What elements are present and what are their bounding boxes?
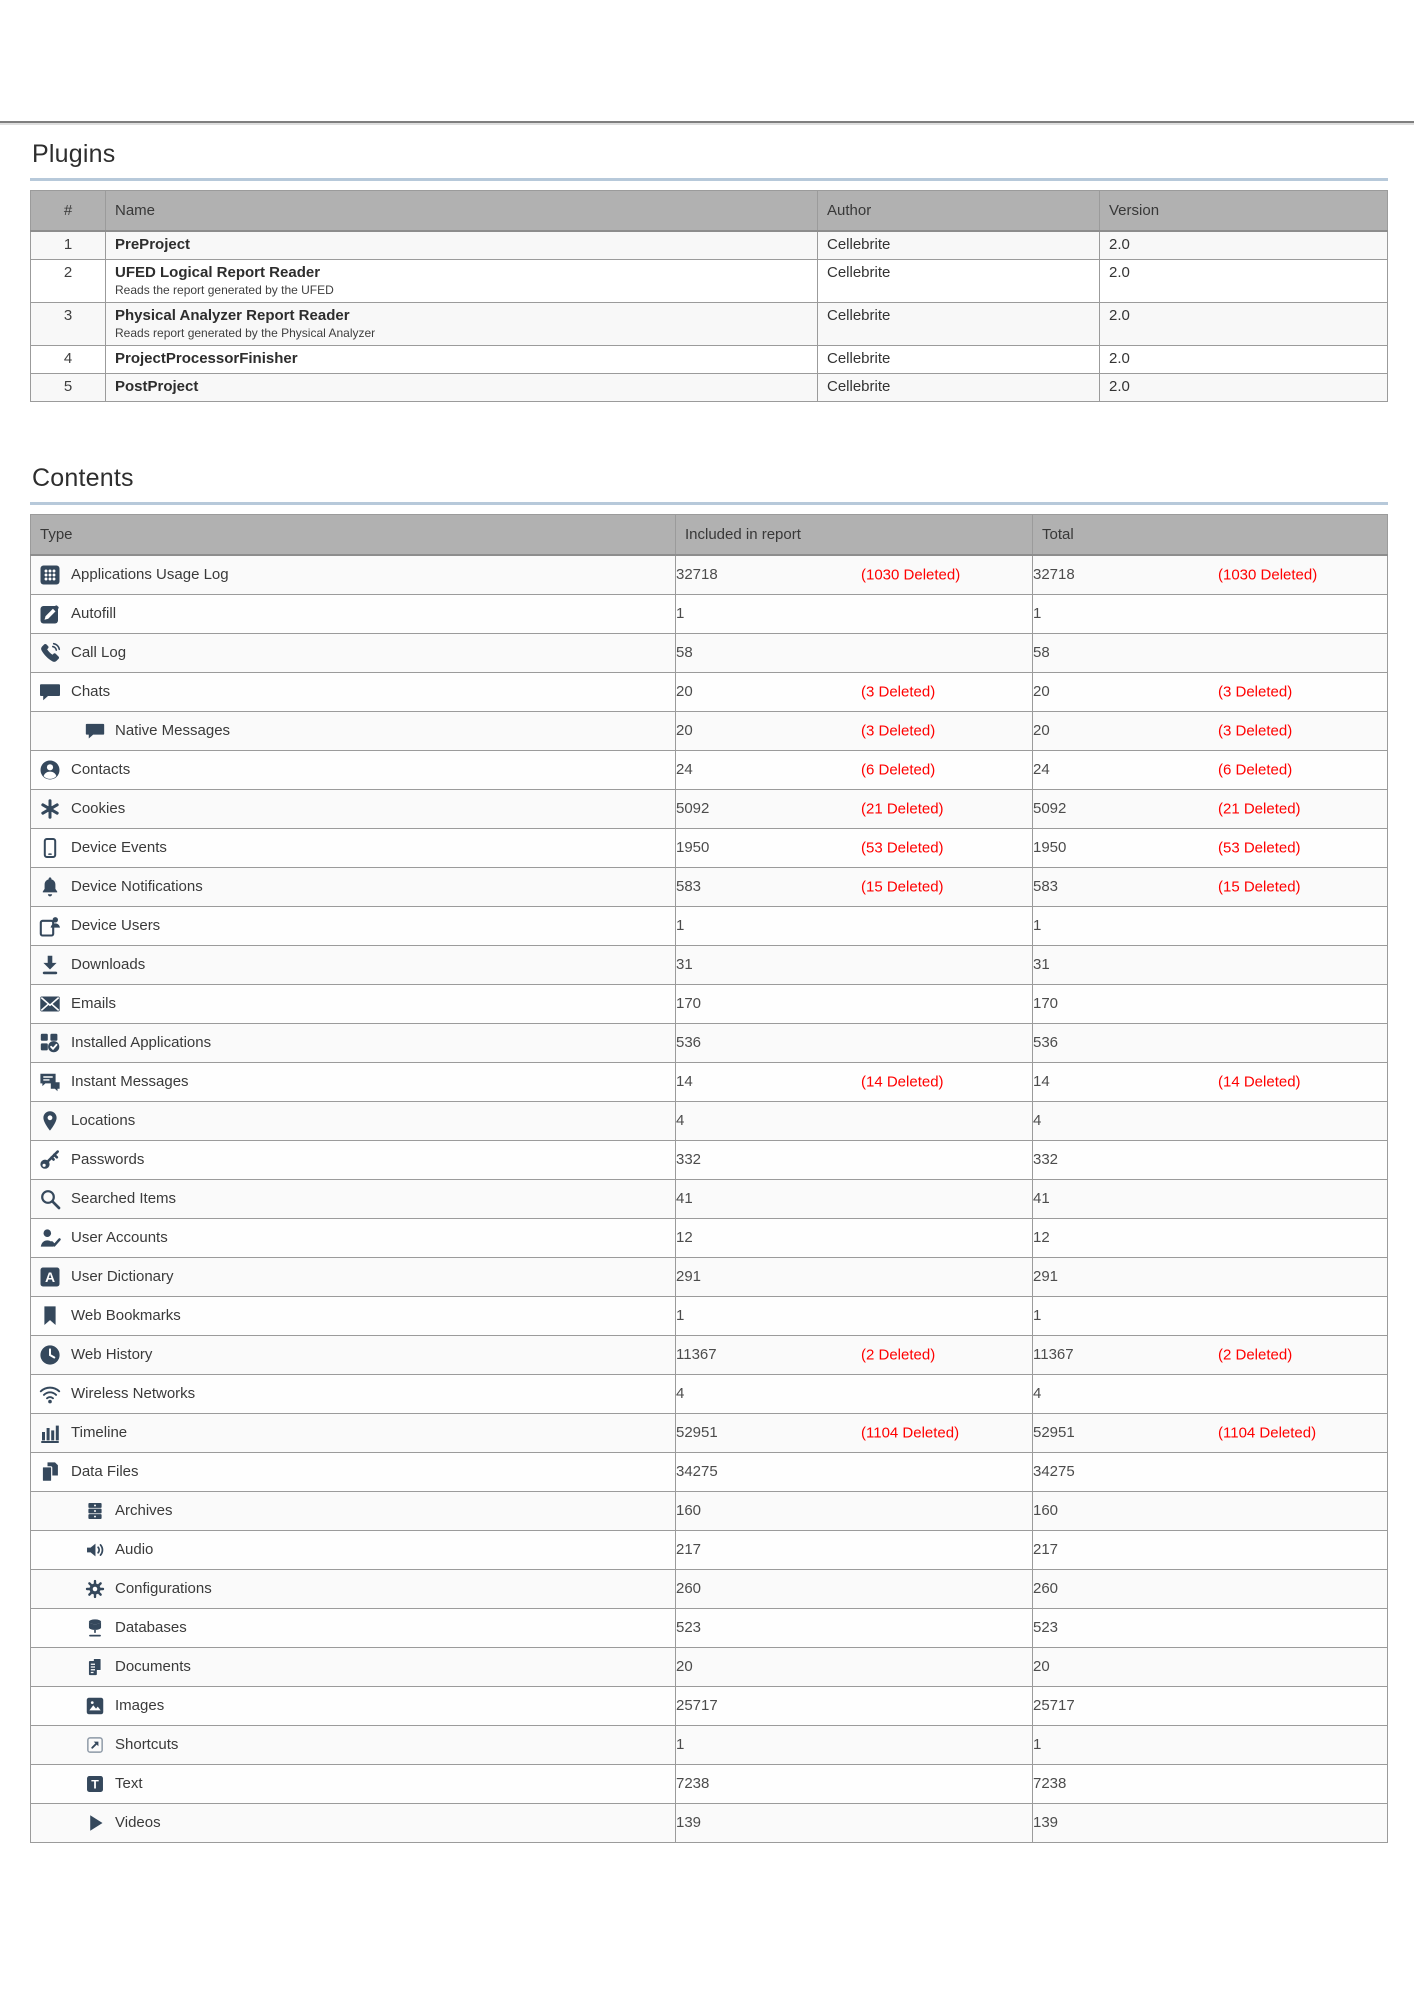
user-dictionary-icon xyxy=(38,1265,62,1289)
total-count: 332 xyxy=(1033,1151,1059,1169)
included-count: 20 xyxy=(676,683,693,701)
content-type-label: Device Users xyxy=(71,917,161,935)
images-icon xyxy=(84,1695,106,1717)
total-count: 217 xyxy=(1033,1541,1059,1559)
total-cell xyxy=(1033,984,1388,1023)
included-count: 160 xyxy=(676,1502,702,1520)
plugin-name: Physical Analyzer Report Reader xyxy=(115,307,350,325)
wireless-networks-icon xyxy=(38,1382,62,1406)
included-deleted-count: (53 Deleted) xyxy=(861,839,944,857)
included-in-report-cell xyxy=(676,750,1033,789)
total-count: 523 xyxy=(1033,1619,1059,1637)
content-type-label: Wireless Networks xyxy=(71,1385,196,1403)
included-count: 332 xyxy=(676,1151,702,1169)
locations-icon xyxy=(38,1109,62,1133)
content-type-label: Autofill xyxy=(71,605,117,623)
total-count: 34275 xyxy=(1033,1463,1075,1481)
total-count: 58 xyxy=(1033,644,1050,662)
content-type-label: Databases xyxy=(115,1619,187,1637)
total-cell xyxy=(1033,555,1388,595)
shortcuts-icon xyxy=(84,1734,106,1756)
contacts-icon xyxy=(38,758,62,782)
included-in-report-cell xyxy=(676,1686,1033,1725)
content-table-row xyxy=(31,945,1388,984)
total-count: 139 xyxy=(1033,1814,1059,1832)
plugin-number: 1 xyxy=(31,231,106,259)
included-in-report-cell xyxy=(676,594,1033,633)
contents-col-total: Total xyxy=(1033,514,1388,555)
content-type-label: Chats xyxy=(71,683,111,701)
included-in-report-cell xyxy=(676,1218,1033,1257)
total-count: 14 xyxy=(1033,1073,1050,1091)
plugin-author: Cellebrite xyxy=(818,374,1100,402)
included-deleted-count: (3 Deleted) xyxy=(861,683,936,701)
plugins-col-author: Author xyxy=(818,191,1100,232)
included-deleted-count: (2 Deleted) xyxy=(861,1346,936,1364)
contents-col-type: Type xyxy=(31,514,676,555)
included-count: 31 xyxy=(676,956,693,974)
cookies-icon xyxy=(38,797,62,821)
content-table-row xyxy=(31,1335,1388,1374)
total-cell xyxy=(1033,1686,1388,1725)
included-in-report-cell xyxy=(676,1491,1033,1530)
total-deleted-count: (6 Deleted) xyxy=(1218,761,1293,779)
included-count: 217 xyxy=(676,1541,702,1559)
total-cell xyxy=(1033,1296,1388,1335)
included-in-report-cell xyxy=(676,1374,1033,1413)
user-accounts-icon xyxy=(38,1226,62,1250)
total-count: 170 xyxy=(1033,995,1059,1013)
content-type-label: Data Files xyxy=(71,1463,139,1481)
included-in-report-cell xyxy=(676,984,1033,1023)
included-count: 11367 xyxy=(676,1346,717,1364)
plugin-version: 2.0 xyxy=(1100,374,1388,402)
plugins-section-title: Plugins xyxy=(32,140,116,168)
content-type-label: Timeline xyxy=(71,1424,128,1442)
included-deleted-count: (6 Deleted) xyxy=(861,761,936,779)
included-in-report-cell xyxy=(676,1647,1033,1686)
total-count: 536 xyxy=(1033,1034,1059,1052)
plugin-version: 2.0 xyxy=(1100,231,1388,259)
content-table-row xyxy=(31,1452,1388,1491)
included-in-report-cell xyxy=(676,945,1033,984)
included-in-report-cell xyxy=(676,867,1033,906)
plugin-author: Cellebrite xyxy=(818,346,1100,374)
included-count: 52951 xyxy=(676,1424,718,1442)
total-cell xyxy=(1033,1530,1388,1569)
total-cell xyxy=(1033,1803,1388,1842)
content-type-label: Instant Messages xyxy=(71,1073,189,1091)
total-cell xyxy=(1033,672,1388,711)
content-type-label: Shortcuts xyxy=(115,1736,179,1754)
content-table-row xyxy=(31,750,1388,789)
installed-applications-icon xyxy=(38,1031,62,1055)
included-in-report-cell xyxy=(676,555,1033,595)
included-count: 1 xyxy=(676,1307,685,1325)
content-table-row xyxy=(31,1179,1388,1218)
included-in-report-cell xyxy=(676,711,1033,750)
total-cell xyxy=(1033,1725,1388,1764)
included-in-report-cell xyxy=(676,1257,1033,1296)
plugin-table-row xyxy=(31,346,1388,374)
content-table-row xyxy=(31,1569,1388,1608)
content-table-row xyxy=(31,984,1388,1023)
total-count: 32718 xyxy=(1033,566,1075,584)
total-cell xyxy=(1033,1569,1388,1608)
included-count: 12 xyxy=(676,1229,693,1247)
total-cell xyxy=(1033,1218,1388,1257)
total-cell xyxy=(1033,1179,1388,1218)
plugin-version: 2.0 xyxy=(1100,303,1388,346)
content-table-row xyxy=(31,1101,1388,1140)
downloads-icon xyxy=(38,953,62,977)
content-type-label: User Dictionary xyxy=(71,1268,174,1286)
included-deleted-count: (21 Deleted) xyxy=(861,800,944,818)
plugin-number: 5 xyxy=(31,374,106,402)
content-type-label: Configurations xyxy=(115,1580,212,1598)
contents-section xyxy=(30,464,1388,1843)
total-cell xyxy=(1033,1062,1388,1101)
included-in-report-cell xyxy=(676,828,1033,867)
total-cell xyxy=(1033,1257,1388,1296)
included-in-report-cell xyxy=(676,1101,1033,1140)
total-count: 41 xyxy=(1033,1190,1050,1208)
included-in-report-cell xyxy=(676,1335,1033,1374)
content-table-row xyxy=(31,906,1388,945)
plugin-number: 4 xyxy=(31,346,106,374)
included-deleted-count: (14 Deleted) xyxy=(861,1073,944,1091)
content-type-label: Device Events xyxy=(71,839,167,857)
total-cell xyxy=(1033,1335,1388,1374)
content-type-label: Locations xyxy=(71,1112,136,1130)
included-in-report-cell xyxy=(676,906,1033,945)
included-count: 1 xyxy=(676,605,685,623)
included-in-report-cell xyxy=(676,1803,1033,1842)
data-files-icon xyxy=(38,1460,62,1484)
content-table-row xyxy=(31,711,1388,750)
included-count: 14 xyxy=(676,1073,693,1091)
included-count: 4 xyxy=(676,1112,685,1130)
content-table-row xyxy=(31,1686,1388,1725)
chats-icon xyxy=(38,680,62,704)
content-table-row xyxy=(31,1296,1388,1335)
plugin-number: 2 xyxy=(31,259,106,302)
contents-accent-rule xyxy=(30,502,1388,505)
svg-text:A: A xyxy=(44,1269,56,1286)
plugin-table-row xyxy=(31,303,1388,346)
content-table-row xyxy=(31,672,1388,711)
plugin-description: Reads report generated by the Physical Analyzer xyxy=(115,325,376,340)
total-count: 24 xyxy=(1033,761,1050,779)
included-in-report-cell xyxy=(676,1764,1033,1803)
plugin-table-row xyxy=(31,374,1388,402)
content-type-label: Passwords xyxy=(71,1151,145,1169)
included-in-report-cell xyxy=(676,672,1033,711)
total-count: 20 xyxy=(1033,722,1050,740)
total-count: 31 xyxy=(1033,956,1050,974)
web-bookmarks-icon xyxy=(38,1304,62,1328)
total-cell xyxy=(1033,1491,1388,1530)
included-count: 170 xyxy=(676,995,702,1013)
included-count: 536 xyxy=(676,1034,702,1052)
content-table-row xyxy=(31,1530,1388,1569)
total-count: 7238 xyxy=(1033,1775,1067,1793)
content-type-label: Videos xyxy=(115,1814,161,1832)
total-cell xyxy=(1033,1764,1388,1803)
total-deleted-count: (3 Deleted) xyxy=(1218,683,1293,701)
page-top-divider xyxy=(0,121,1414,123)
plugin-version: 2.0 xyxy=(1100,259,1388,302)
included-in-report-cell xyxy=(676,1608,1033,1647)
content-type-label: Native Messages xyxy=(115,722,231,740)
content-table-row xyxy=(31,1608,1388,1647)
included-in-report-cell xyxy=(676,633,1033,672)
total-cell xyxy=(1033,750,1388,789)
device-events-icon xyxy=(38,836,62,860)
plugin-author: Cellebrite xyxy=(818,303,1100,346)
content-type-label: Contacts xyxy=(71,761,131,779)
content-table-row xyxy=(31,1140,1388,1179)
total-count: 4 xyxy=(1033,1112,1042,1130)
audio-icon xyxy=(84,1539,106,1561)
total-cell xyxy=(1033,945,1388,984)
plugins-header-row xyxy=(31,191,1388,232)
contents-header-row xyxy=(31,514,1388,555)
included-in-report-cell xyxy=(676,1296,1033,1335)
total-count: 160 xyxy=(1033,1502,1059,1520)
content-type-label: Searched Items xyxy=(71,1190,177,1208)
total-count: 5092 xyxy=(1033,800,1067,818)
passwords-icon xyxy=(38,1148,62,1172)
included-in-report-cell xyxy=(676,1413,1033,1452)
content-table-row xyxy=(31,1218,1388,1257)
total-count: 25717 xyxy=(1033,1697,1075,1715)
plugin-author: Cellebrite xyxy=(818,259,1100,302)
total-cell xyxy=(1033,1101,1388,1140)
content-type-label: Archives xyxy=(115,1502,173,1520)
total-cell xyxy=(1033,711,1388,750)
included-count: 20 xyxy=(676,1658,693,1676)
total-count: 583 xyxy=(1033,878,1059,896)
content-table-row xyxy=(31,633,1388,672)
content-table-row xyxy=(31,1413,1388,1452)
total-count: 260 xyxy=(1033,1580,1059,1598)
included-in-report-cell xyxy=(676,1140,1033,1179)
total-deleted-count: (53 Deleted) xyxy=(1218,839,1301,857)
total-count: 1 xyxy=(1033,605,1042,623)
included-count: 523 xyxy=(676,1619,702,1637)
configurations-icon xyxy=(84,1578,106,1600)
emails-icon xyxy=(38,992,62,1016)
content-table-row xyxy=(31,867,1388,906)
content-table-row xyxy=(31,594,1388,633)
content-type-label: Downloads xyxy=(71,956,146,974)
content-type-label: Cookies xyxy=(71,800,126,818)
plugin-number: 3 xyxy=(31,303,106,346)
total-deleted-count: (15 Deleted) xyxy=(1218,878,1301,896)
archives-icon xyxy=(84,1500,106,1522)
included-count: 20 xyxy=(676,722,693,740)
included-count: 24 xyxy=(676,761,693,779)
total-cell xyxy=(1033,1647,1388,1686)
included-count: 4 xyxy=(676,1385,685,1403)
included-in-report-cell xyxy=(676,1179,1033,1218)
web-history-icon xyxy=(38,1343,62,1367)
plugin-name: UFED Logical Report Reader xyxy=(115,263,321,281)
videos-icon xyxy=(84,1812,106,1834)
plugin-table-row xyxy=(31,259,1388,302)
included-count: 32718 xyxy=(676,566,718,584)
included-in-report-cell xyxy=(676,1452,1033,1491)
plugins-col-num: # xyxy=(31,191,106,232)
content-type-label: Audio xyxy=(115,1541,154,1559)
content-type-label: Web Bookmarks xyxy=(71,1307,181,1325)
included-count: 7238 xyxy=(676,1775,710,1793)
plugin-name: PostProject xyxy=(115,378,199,396)
included-count: 25717 xyxy=(676,1697,718,1715)
included-count: 5092 xyxy=(676,800,710,818)
content-type-label: Call Log xyxy=(71,644,127,662)
total-deleted-count: (3 Deleted) xyxy=(1218,722,1293,740)
total-cell xyxy=(1033,1608,1388,1647)
content-type-label: Images xyxy=(115,1697,165,1715)
included-deleted-count: (1104 Deleted) xyxy=(861,1424,960,1442)
plugins-col-version: Version xyxy=(1100,191,1388,232)
total-deleted-count: (14 Deleted) xyxy=(1218,1073,1301,1091)
total-deleted-count: (2 Deleted) xyxy=(1218,1346,1293,1364)
total-cell xyxy=(1033,1023,1388,1062)
total-count: 12 xyxy=(1033,1229,1050,1247)
plugin-name: ProjectProcessorFinisher xyxy=(115,350,298,368)
plugin-version: 2.0 xyxy=(1100,346,1388,374)
total-cell xyxy=(1033,828,1388,867)
text-icon xyxy=(84,1773,106,1795)
content-type-label: Web History xyxy=(71,1346,153,1364)
plugin-name: PreProject xyxy=(115,236,191,253)
plugins-col-name: Name xyxy=(106,191,818,232)
total-count: 52951 xyxy=(1033,1424,1075,1442)
total-cell xyxy=(1033,1452,1388,1491)
content-table-row xyxy=(31,1062,1388,1101)
content-table-row xyxy=(31,1647,1388,1686)
plugin-description: Reads the report generated by the UFED xyxy=(115,282,334,297)
included-count: 291 xyxy=(676,1268,702,1286)
included-count: 34275 xyxy=(676,1463,718,1481)
native-messages-icon xyxy=(84,720,106,742)
content-table-row xyxy=(31,1257,1388,1296)
included-deleted-count: (3 Deleted) xyxy=(861,722,936,740)
included-count: 260 xyxy=(676,1580,702,1598)
content-table-row xyxy=(31,1803,1388,1842)
plugin-author: Cellebrite xyxy=(818,231,1100,259)
content-type-label: Installed Applications xyxy=(71,1034,212,1052)
total-cell xyxy=(1033,867,1388,906)
autofill-icon xyxy=(38,602,62,626)
svg-text:T: T xyxy=(91,1777,99,1792)
total-count: 291 xyxy=(1033,1268,1059,1286)
total-deleted-count: (21 Deleted) xyxy=(1218,800,1301,818)
included-count: 1 xyxy=(676,1736,685,1754)
total-count: 4 xyxy=(1033,1385,1042,1403)
total-cell xyxy=(1033,633,1388,672)
included-deleted-count: (1030 Deleted) xyxy=(861,566,961,584)
content-type-label: User Accounts xyxy=(71,1229,168,1247)
timeline-icon xyxy=(38,1421,62,1445)
included-in-report-cell xyxy=(676,1725,1033,1764)
content-table-row xyxy=(31,555,1388,595)
included-in-report-cell xyxy=(676,1062,1033,1101)
total-deleted-count: (1030 Deleted) xyxy=(1218,566,1318,584)
included-count: 139 xyxy=(676,1814,702,1832)
applications-usage-log-icon xyxy=(38,563,62,587)
total-count: 11367 xyxy=(1033,1346,1074,1364)
device-notifications-icon xyxy=(38,875,62,899)
device-users-icon xyxy=(38,914,62,938)
included-deleted-count: (15 Deleted) xyxy=(861,878,944,896)
total-count: 20 xyxy=(1033,1658,1050,1676)
total-count: 1 xyxy=(1033,917,1042,935)
total-count: 1 xyxy=(1033,1736,1042,1754)
content-table-row xyxy=(31,1374,1388,1413)
contents-section-title: Contents xyxy=(32,463,134,492)
content-type-label: Text xyxy=(115,1775,143,1793)
content-table-row xyxy=(31,1491,1388,1530)
total-count: 1950 xyxy=(1033,839,1067,857)
instant-messages-icon xyxy=(38,1070,62,1094)
contents-col-included: Included in report xyxy=(676,514,1033,555)
content-table-row xyxy=(31,1764,1388,1803)
content-table-row xyxy=(31,789,1388,828)
total-deleted-count: (1104 Deleted) xyxy=(1218,1424,1317,1442)
total-cell xyxy=(1033,1413,1388,1452)
included-in-report-cell xyxy=(676,789,1033,828)
included-in-report-cell xyxy=(676,1530,1033,1569)
total-cell xyxy=(1033,1140,1388,1179)
content-type-label: Applications Usage Log xyxy=(71,566,229,584)
total-count: 20 xyxy=(1033,683,1050,701)
total-cell xyxy=(1033,906,1388,945)
plugins-section xyxy=(30,140,1388,402)
content-type-label: Device Notifications xyxy=(71,878,203,896)
plugins-table xyxy=(30,190,1388,402)
total-cell xyxy=(1033,1374,1388,1413)
content-type-label: Emails xyxy=(71,995,117,1013)
total-cell xyxy=(1033,594,1388,633)
included-in-report-cell xyxy=(676,1023,1033,1062)
call-log-icon xyxy=(38,641,62,665)
contents-table xyxy=(30,514,1388,1843)
plugins-accent-rule xyxy=(30,178,1388,181)
documents-icon xyxy=(84,1656,106,1678)
included-count: 41 xyxy=(676,1190,693,1208)
databases-icon xyxy=(84,1617,106,1639)
content-table-row xyxy=(31,1023,1388,1062)
plugin-table-row xyxy=(31,231,1388,259)
content-table-row xyxy=(31,1725,1388,1764)
included-count: 1950 xyxy=(676,839,710,857)
searched-items-icon xyxy=(38,1187,62,1211)
content-type-label: Documents xyxy=(115,1658,191,1676)
included-in-report-cell xyxy=(676,1569,1033,1608)
total-cell xyxy=(1033,789,1388,828)
included-count: 58 xyxy=(676,644,693,662)
total-count: 1 xyxy=(1033,1307,1042,1325)
included-count: 1 xyxy=(676,917,685,935)
included-count: 583 xyxy=(676,878,702,896)
content-table-row xyxy=(31,828,1388,867)
